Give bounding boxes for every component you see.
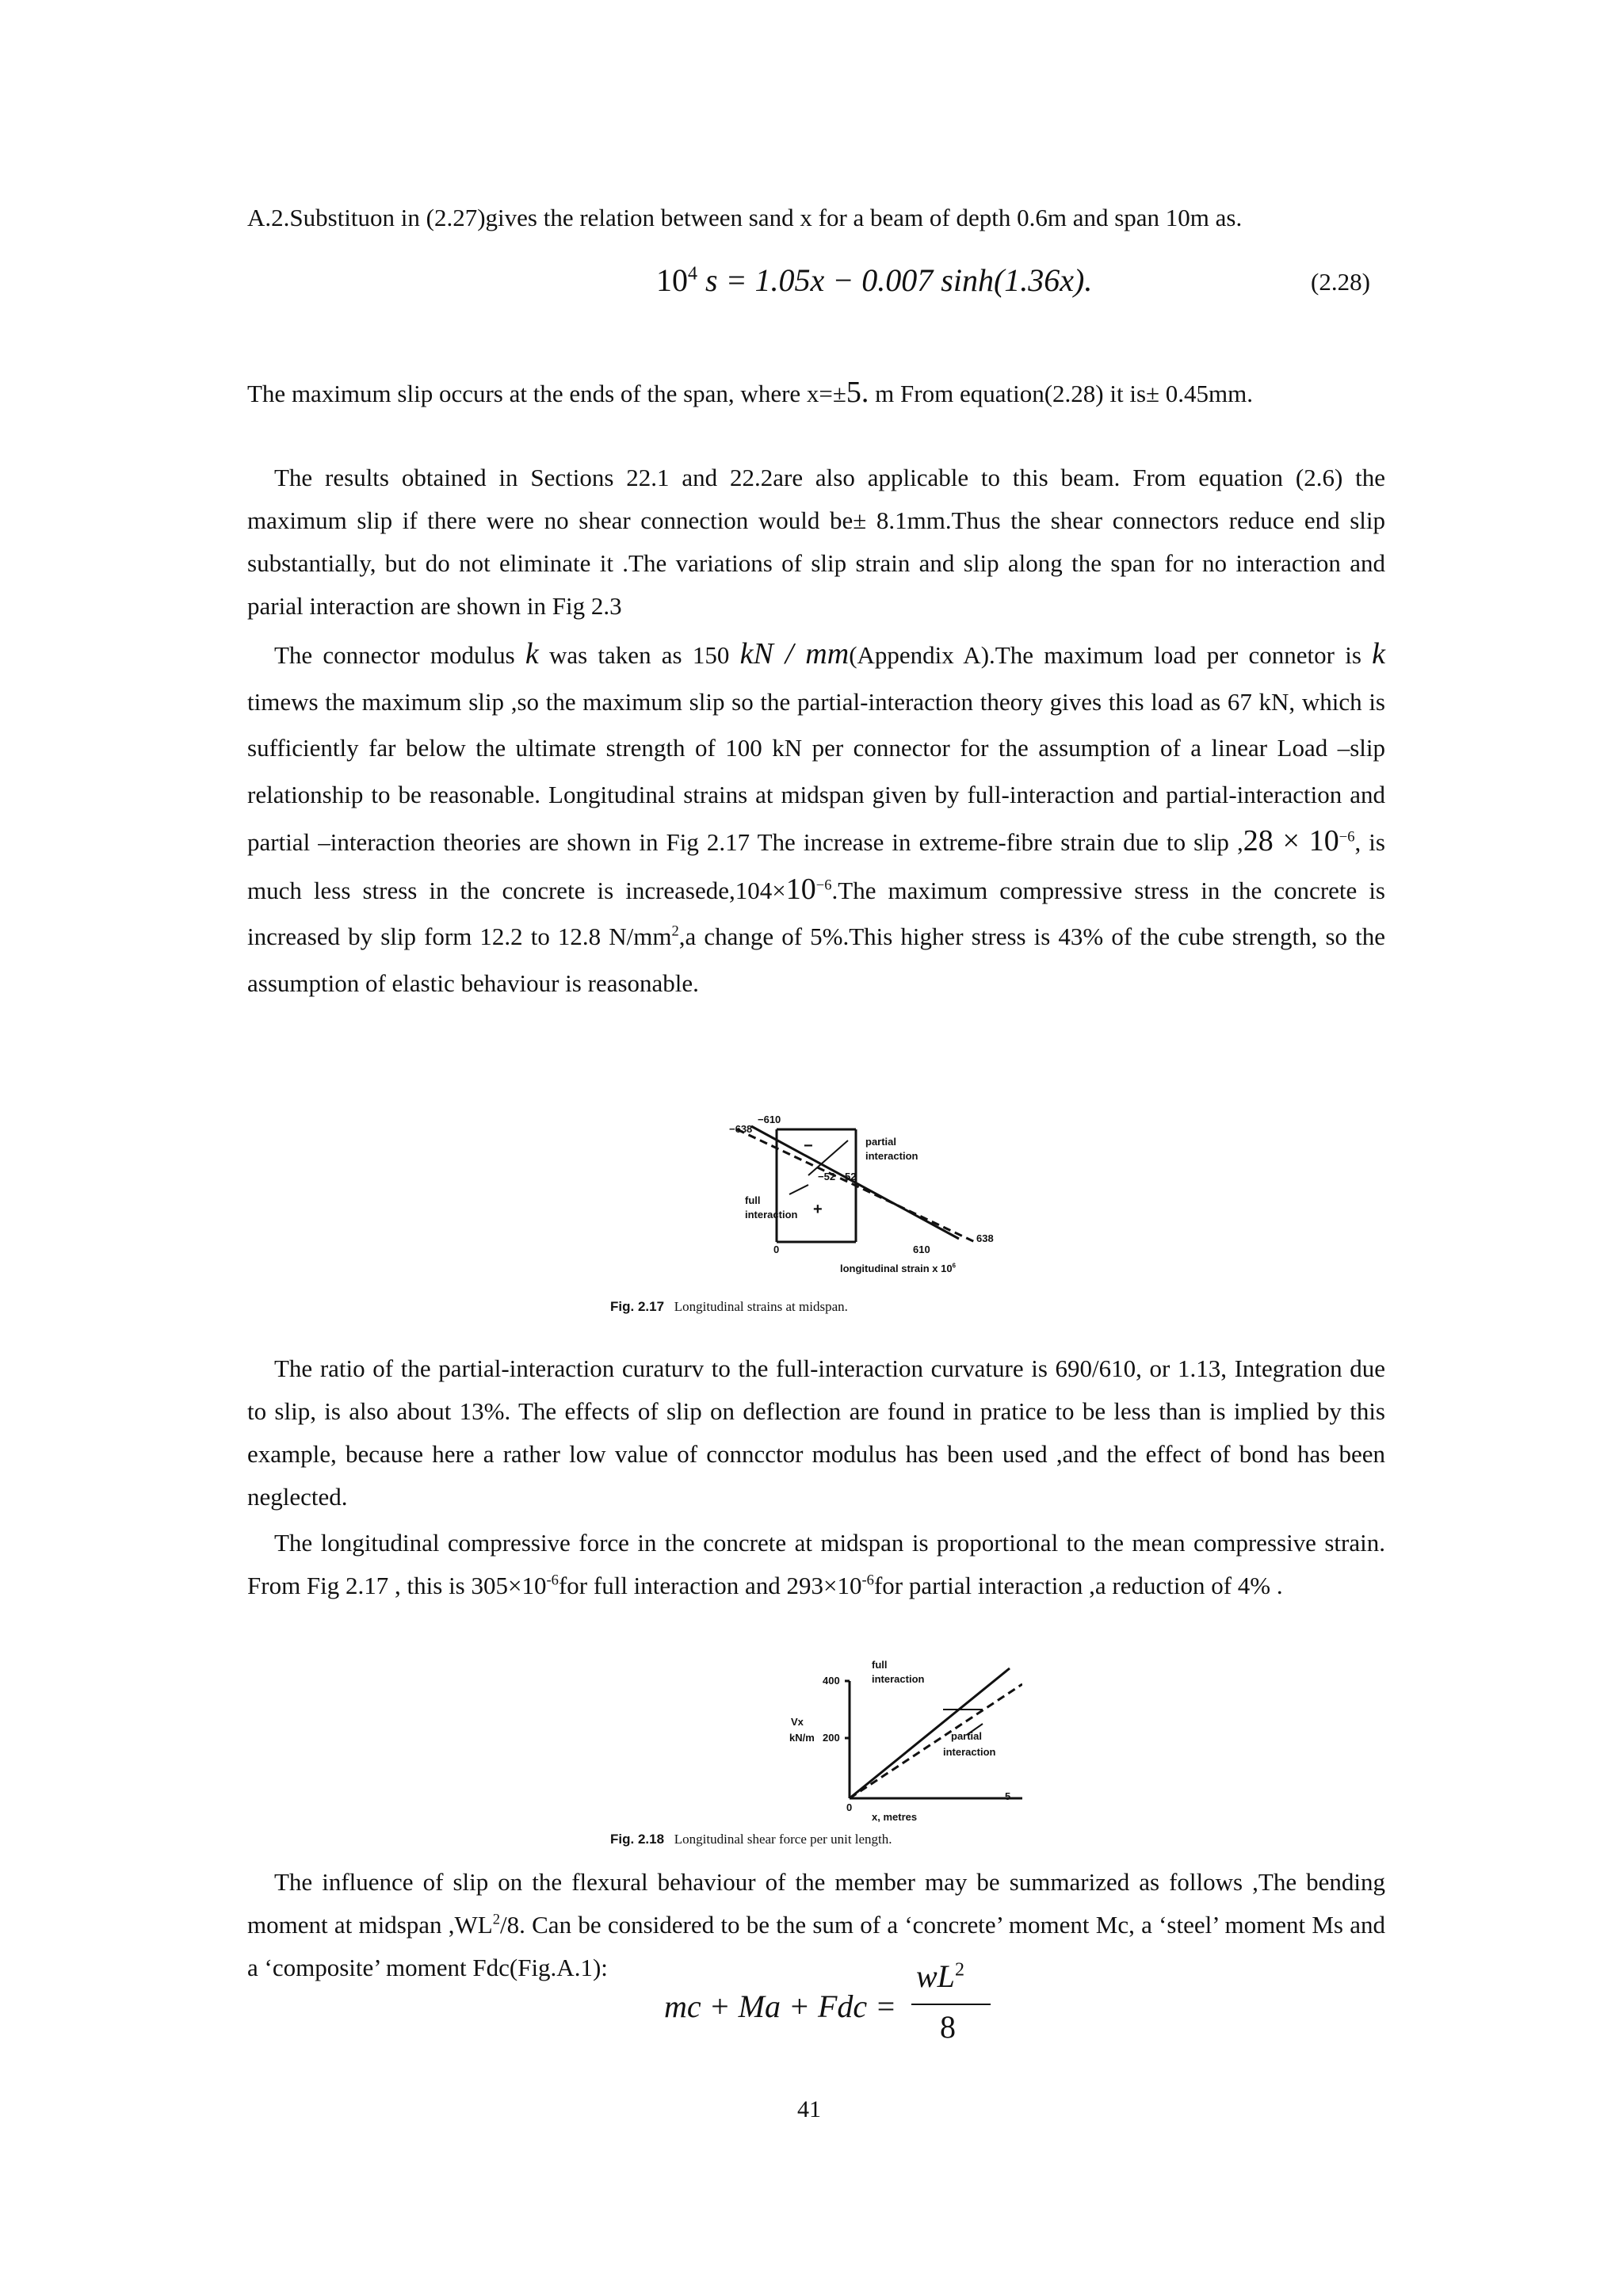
paragraph-text: was taken as 150: [538, 641, 740, 669]
paragraph-text: The ratio of the partial-interaction curaturv to the full-interaction curvature is 690/610, or 1.13, Integration due to slip, is also about 13%. The effects of slip on deflection are found in pratice to be less than is implied by this example, because here a rather low value of conncctor modulus has been used ,and the effect of bond has been neglected.: [247, 1354, 1385, 1511]
label-minus-52: −52: [818, 1171, 836, 1182]
y-axis-symbol: Vx: [791, 1716, 804, 1728]
label-full: full: [872, 1659, 888, 1671]
math-k: k: [1372, 637, 1386, 670]
math-ten: 10: [785, 872, 816, 906]
label-638: 638: [976, 1232, 994, 1244]
math-strain: 28 × 10: [1243, 824, 1339, 858]
exponent: -6: [546, 1572, 559, 1589]
label-partial: partial: [865, 1136, 897, 1148]
fraction-bar: [911, 2004, 991, 2005]
eq-denominator: 8: [940, 2009, 956, 2045]
label-zero: 0: [773, 1244, 780, 1255]
paragraph-text: for partial interaction ,a reduction of 4% .: [873, 1572, 1283, 1599]
paragraph-results: [247, 457, 1385, 628]
paragraph-text: The maximum slip occurs at the ends of the span, where x=±: [247, 380, 846, 407]
tick-label-200: 200: [823, 1732, 840, 1744]
x-tick-5: 5: [1005, 1790, 1011, 1802]
inline-value: 5.: [846, 376, 869, 409]
paragraph-text: The longitudinal compressive force in the concrete at midspan is proportional to the mean compressive strain. From Fig 2.17 , this is 305×10: [247, 1529, 1385, 1599]
label-partial-interaction: interaction: [943, 1746, 996, 1758]
exponent: 2: [492, 1911, 501, 1928]
exponent: -6: [861, 1572, 874, 1589]
eq-lhs: mc + Ma + Fdc =: [664, 1988, 897, 2024]
figure-caption: [610, 1832, 892, 1847]
math-unit: kN / mm: [739, 637, 850, 670]
paragraph-text: , is much less stress in the concrete is increasede,104×: [247, 828, 1385, 904]
y-axis-unit: kN/m: [789, 1732, 815, 1744]
paragraph-connector-modulus: [247, 631, 1385, 1007]
unit-exponent: 2: [671, 923, 679, 940]
paragraph-text: timews the maximum slip ,so the maximum slip so the partial-interaction theory gives this load as 67 kN, which is sufficiently far below the ultimate strength of 100 kN per connector for the assumption of a linear Load –slip relationship to be reasonable. Longitudinal strains at midspan given by full-interaction and partial-interaction and partial –interaction theories are shown in Fig 2.17 The increase in extreme-fibre strain due to slip ,: [247, 687, 1385, 856]
equation-number: (2.28): [1311, 268, 1370, 296]
paragraph-text: (Appendix A).The maximum load per connetor is: [849, 641, 1373, 669]
label-52: 52: [845, 1171, 857, 1182]
figure-2-17: [610, 1106, 1022, 1328]
paragraph-curvature-ratio: [247, 1347, 1385, 1519]
caption-number: Fig. 2.18: [610, 1832, 665, 1847]
x-tick-0: 0: [846, 1801, 853, 1813]
eq-numerator-exp: 2: [954, 1959, 964, 1981]
math-k: k: [525, 637, 539, 670]
math-exponent: −6: [815, 877, 832, 894]
paragraph-text: .The maximum compressive stress in the concrete is increased by slip form 12.2 to 12.8 N/mm: [247, 876, 1385, 950]
label-minus-638: −638: [729, 1123, 753, 1135]
paragraph-compressive-force: [247, 1522, 1385, 1607]
tick-label-400: 400: [823, 1675, 840, 1687]
paragraph-text: The influence of slip on the flexural behaviour of the member may be summarized as follows ,The bending moment at midspan ,WL: [247, 1868, 1385, 1939]
paragraph-text: /8. Can be considered to be the sum of a ‘concrete’ moment Mc, a ‘steel’ moment Ms and a ‘composite’ moment Fdc(Fig.A.1):: [247, 1911, 1385, 1981]
page-number: 41: [797, 2096, 821, 2122]
label-tension-sign: +: [813, 1201, 823, 1218]
paragraph-text: ,a change of 5%.This higher stress is 43% of the cube strength, so the assumption of elastic behaviour is reasonable.: [247, 923, 1385, 997]
label-partial-interaction: interaction: [865, 1150, 918, 1162]
label-610: 610: [913, 1244, 930, 1255]
paragraph-text: A.2.Substituon in (2.27)gives the relation between sand x for a beam of depth 0.6m and span 10m as.: [247, 204, 1243, 231]
equation-2-28: [656, 262, 1092, 299]
figure-2-18: [610, 1652, 1022, 1855]
paragraph-text: for full interaction and 293×10: [558, 1572, 862, 1599]
label-compression-sign: −: [804, 1137, 813, 1155]
math-exponent: −6: [1338, 828, 1355, 846]
paragraph-max-slip: [247, 371, 1385, 415]
eq-numerator: wL: [916, 1958, 955, 1994]
figure-caption: [610, 1299, 848, 1315]
label-partial: partial: [951, 1730, 983, 1742]
paragraph-text: The results obtained in Sections 22.1 and 22.2are also applicable to this beam. From equation (2.6) the maximum slip if there were no shear connection would be± 8.1mm.Thus the shear connectors reduce end slip substantially, but do not eliminate it .The variations of slip strain and slip along the span for no interaction and parial interaction are shown in Fig 2.3: [247, 464, 1385, 620]
paragraph-text: m From equation(2.28) it is± 0.45mm.: [875, 380, 1253, 407]
label-minus-610: −610: [758, 1114, 781, 1125]
eq-coefficient: 10: [656, 262, 688, 298]
axis-label: longitudinal strain x 10: [840, 1263, 953, 1274]
paragraph-text: The connector modulus: [274, 641, 525, 669]
eq-exponent: 4: [688, 263, 697, 285]
label-full-interaction: interaction: [872, 1673, 925, 1685]
caption-number: Fig. 2.17: [610, 1299, 665, 1314]
label-full-interaction: interaction: [745, 1209, 798, 1221]
equation-moment-sum: [664, 1958, 981, 2053]
paragraph-substitution: [247, 197, 1385, 239]
label-full: full: [745, 1194, 761, 1206]
caption-text: Longitudinal strains at midspan.: [674, 1299, 848, 1314]
axis-exponent: 6: [952, 1262, 956, 1270]
x-axis-label: x, metres: [872, 1811, 918, 1823]
eq-body: s = 1.05x − 0.007 sinh(1.36x).: [705, 262, 1093, 298]
caption-text: Longitudinal shear force per unit length.: [674, 1832, 892, 1847]
